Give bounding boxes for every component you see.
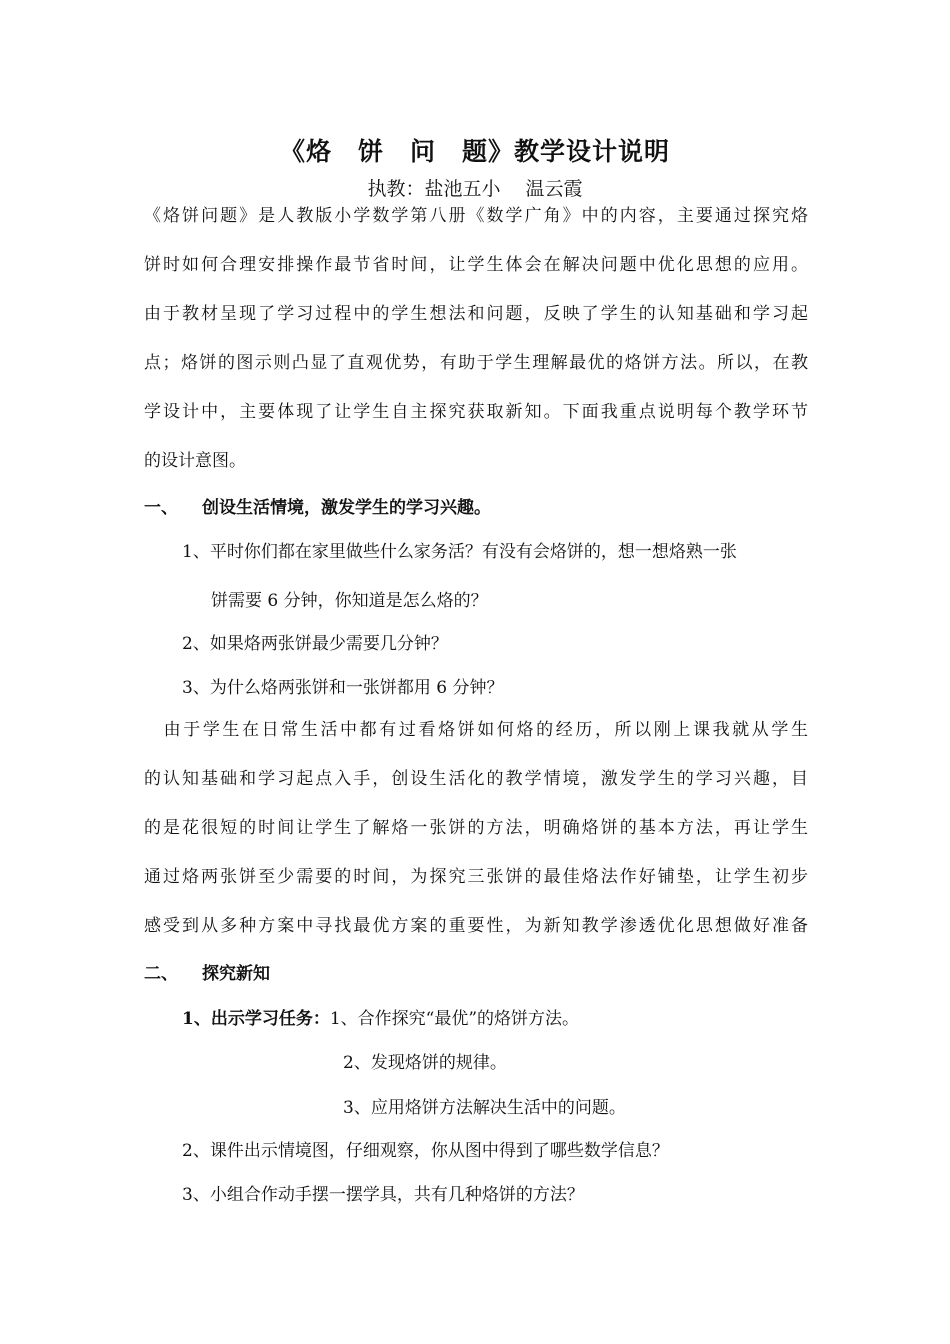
intro-line: 饼时如何合理安排操作最节省时间，让学生体会在解决问题中优化思想的应用。 bbox=[144, 255, 808, 275]
explanation-line: 通过烙两张饼至少需要的时间，为探究三张饼的最佳烙法作好铺垫，让学生初步 bbox=[144, 867, 808, 887]
section-2-number: 二、 bbox=[144, 964, 178, 984]
intro-line: 学设计中，主要体现了让学生自主探究获取新知。下面我重点说明每个教学环节 bbox=[144, 402, 808, 422]
explanation-line: 的认知基础和学习起点入手，创设生活化的教学情境，激发学生的学习兴趣，目 bbox=[144, 769, 808, 789]
section-1-number: 一、 bbox=[144, 498, 178, 518]
question-1-line-2: 饼需要 6 分钟，你知道是怎么烙的？ bbox=[211, 591, 488, 611]
task-list-row-1 bbox=[182, 1007, 579, 1031]
task-item-3: 3、应用烙饼方法解决生活中的问题。 bbox=[343, 1098, 626, 1118]
document-title: 《烙 饼 问 题》教学设计说明 bbox=[279, 137, 670, 166]
task-item-2: 2、发现烙饼的规律。 bbox=[343, 1053, 507, 1073]
section-2-heading bbox=[144, 962, 270, 986]
intro-paragraph bbox=[144, 204, 808, 498]
task-item-1: 1、合作探究“最优”的烙饼方法。 bbox=[329, 1009, 580, 1029]
explanation-line: 由于学生在日常生活中都有过看烙饼如何烙的经历，所以刚上课我就从学生 bbox=[144, 720, 808, 740]
explanation-line: 感受到从多种方案中寻找最优方案的重要性，为新知教学渗透优化思想做好准备 bbox=[144, 916, 808, 936]
section-1-heading bbox=[144, 496, 491, 520]
explanation-line: 的是花很短的时间让学生了解烙一张饼的方法，明确烙饼的基本方法，再让学生 bbox=[144, 818, 808, 838]
intro-line: 点；烙饼的图示则凸显了直观优势，有助于学生理解最优的烙饼方法。所以，在教 bbox=[144, 353, 808, 373]
task-label: 1、出示学习任务： bbox=[182, 1009, 330, 1029]
author-byline: 执教：盐池五小 温云霞 bbox=[367, 178, 583, 200]
question-1-line-1: 1、平时你们都在家里做些什么家务活？有没有会烙饼的，想一想烙熟一张 bbox=[182, 542, 737, 562]
section-2-item-3: 3、小组合作动手摆一摆学具，共有几种烙饼的方法？ bbox=[182, 1185, 584, 1205]
intro-line: 《烙饼问题》是人教版小学数学第八册《数学广角》中的内容，主要通过探究烙 bbox=[144, 206, 808, 226]
question-3: 3、为什么烙两张饼和一张饼都用 6 分钟？ bbox=[182, 678, 504, 698]
question-2: 2、如果烙两张饼最少需要几分钟？ bbox=[182, 634, 448, 654]
section-1-explanation bbox=[144, 718, 808, 963]
section-2-item-2: 2、课件出示情境图，仔细观察，你从图中得到了哪些数学信息？ bbox=[182, 1141, 669, 1161]
section-1-title: 创设生活情境，激发学生的学习兴趣。 bbox=[202, 498, 491, 518]
section-2-title: 探究新知 bbox=[202, 964, 270, 984]
intro-line: 由于教材呈现了学习过程中的学生想法和问题，反映了学生的认知基础和学习起 bbox=[144, 304, 808, 324]
intro-line: 的设计意图。 bbox=[144, 451, 246, 471]
